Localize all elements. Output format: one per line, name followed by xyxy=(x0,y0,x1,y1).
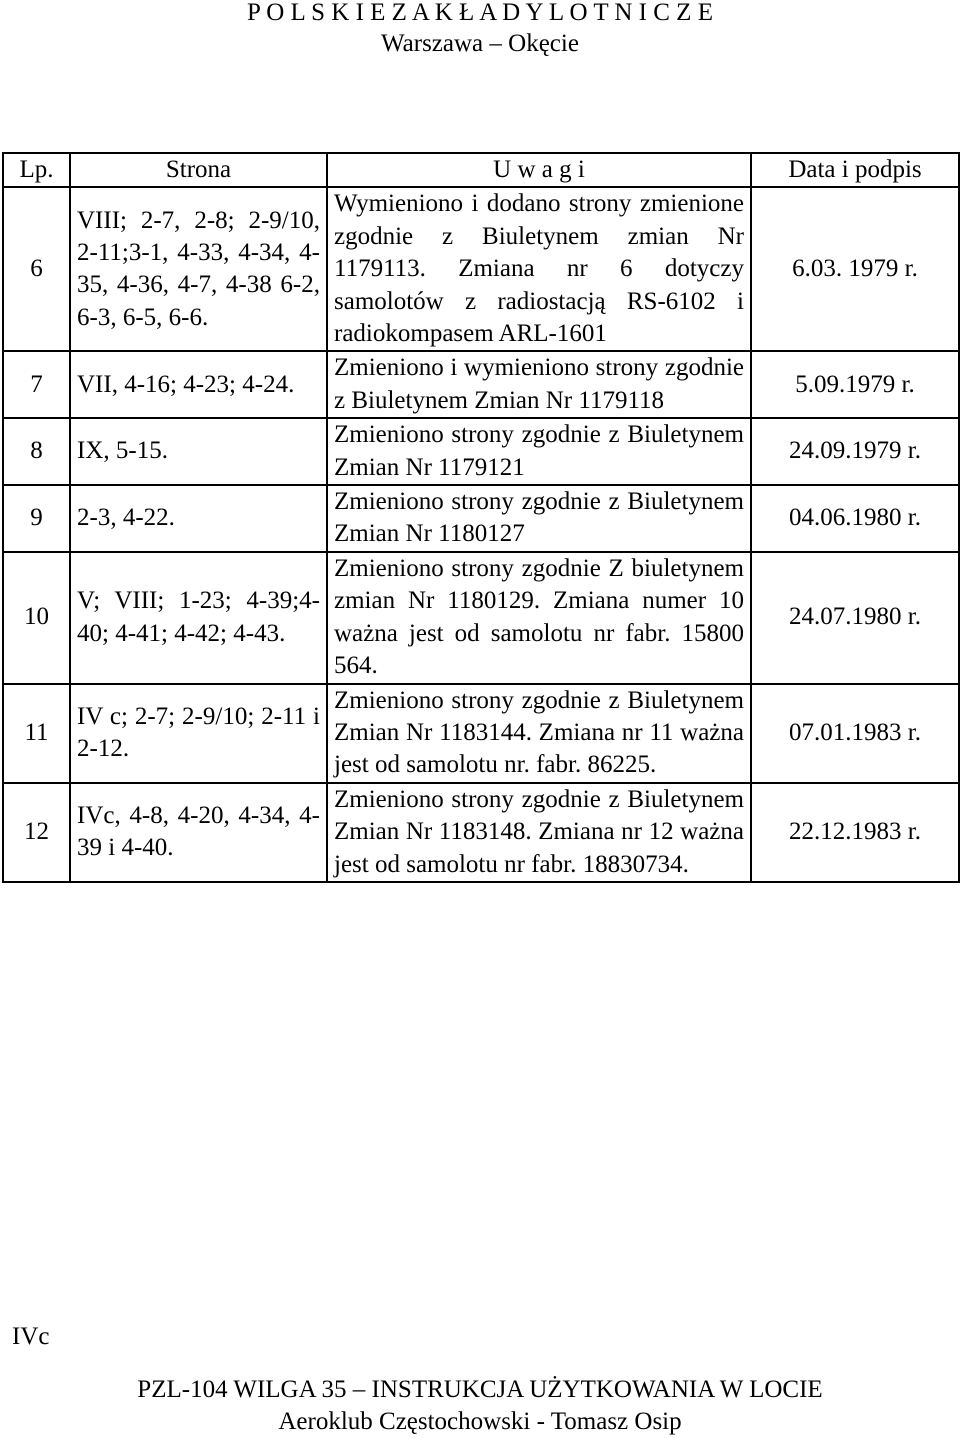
table-row xyxy=(3,552,959,684)
page-label: IVc xyxy=(12,1323,50,1350)
row-pages: IX, 5-15. xyxy=(70,418,327,485)
col-header-notes: U w a g i xyxy=(327,153,751,187)
table-header-row xyxy=(3,153,959,187)
row-number: 7 xyxy=(3,351,70,418)
row-date: 24.07.1980 r. xyxy=(751,552,959,684)
changes-table xyxy=(2,152,960,883)
table-row xyxy=(3,187,959,351)
row-notes: Zmieniono strony zgodnie z Biuletynem Zmian Nr 1179121 xyxy=(327,418,751,485)
row-pages: V; VIII; 1-23; 4-39;4-40; 4-41; 4-42; 4-43. xyxy=(70,552,327,684)
row-number: 9 xyxy=(3,485,70,552)
col-header-date: Data i podpis xyxy=(751,153,959,187)
table-row xyxy=(3,485,959,552)
row-notes: Zmieniono strony zgodnie Z biuletynem zmian Nr 1180129. Zmiana numer 10 ważna jest od samolotu nr fabr. 15800 564. xyxy=(327,552,751,684)
row-date: 5.09.1979 r. xyxy=(751,351,959,418)
row-date: 6.03. 1979 r. xyxy=(751,187,959,351)
row-notes: Zmieniono strony zgodnie z Biuletynem Zmian Nr 1183144. Zmiana nr 11 ważna jest od samolotu nr. fabr. 86225. xyxy=(327,684,751,783)
row-date: 04.06.1980 r. xyxy=(751,485,959,552)
row-number: 12 xyxy=(3,783,70,882)
row-number: 11 xyxy=(3,684,70,783)
col-header-page: Strona xyxy=(70,153,327,187)
row-notes: Wymieniono i dodano strony zmienione zgodnie z Biuletynem zmian Nr 1179113. Zmiana nr 6 dotyczy samolotów z radiostacją RS-6102 i radiokompasem ARL-1601 xyxy=(327,187,751,351)
row-pages: VIII; 2-7, 2-8; 2-9/10, 2-11;3-1, 4-33, 4-34, 4-35, 4-36, 4-7, 4-38 6-2, 6-3, 6-5, 6-6. xyxy=(70,187,327,351)
row-pages: IVc, 4-8, 4-20, 4-34, 4-39 i 4-40. xyxy=(70,783,327,882)
row-number: 8 xyxy=(3,418,70,485)
row-notes: Zmieniono strony zgodnie z Biuletynem Zmian Nr 1180127 xyxy=(327,485,751,552)
row-pages: VII, 4-16; 4-23; 4-24. xyxy=(70,351,327,418)
table-row xyxy=(3,351,959,418)
table-row xyxy=(3,684,959,783)
company-header: P O L S K I E Z A K Ł A D Y L O T N I C Z E xyxy=(247,0,713,26)
manual-title: PZL-104 WILGA 35 – INSTRUKCJA UŻYTKOWANIA W LOCIE xyxy=(137,1376,823,1403)
city-header: Warszawa – Okęcie xyxy=(381,30,579,57)
row-notes: Zmieniono strony zgodnie z Biuletynem Zmian Nr 1183148. Zmiana nr 12 ważna jest od samolotu nr fabr. 18830734. xyxy=(327,783,751,882)
row-date: 22.12.1983 r. xyxy=(751,783,959,882)
table-row xyxy=(3,783,959,882)
row-date: 24.09.1979 r. xyxy=(751,418,959,485)
row-date: 07.01.1983 r. xyxy=(751,684,959,783)
row-number: 10 xyxy=(3,552,70,684)
row-number: 6 xyxy=(3,187,70,351)
author-line: Aeroklub Częstochowski - Tomasz Osip xyxy=(278,1408,682,1435)
row-notes: Zmieniono i wymieniono strony zgodnie z Biuletynem Zmian Nr 1179118 xyxy=(327,351,751,418)
row-pages: 2-3, 4-22. xyxy=(70,485,327,552)
col-header-lp: Lp. xyxy=(3,153,70,187)
row-pages: IV c; 2-7; 2-9/10; 2-11 i 2-12. xyxy=(70,684,327,783)
table-row xyxy=(3,418,959,485)
